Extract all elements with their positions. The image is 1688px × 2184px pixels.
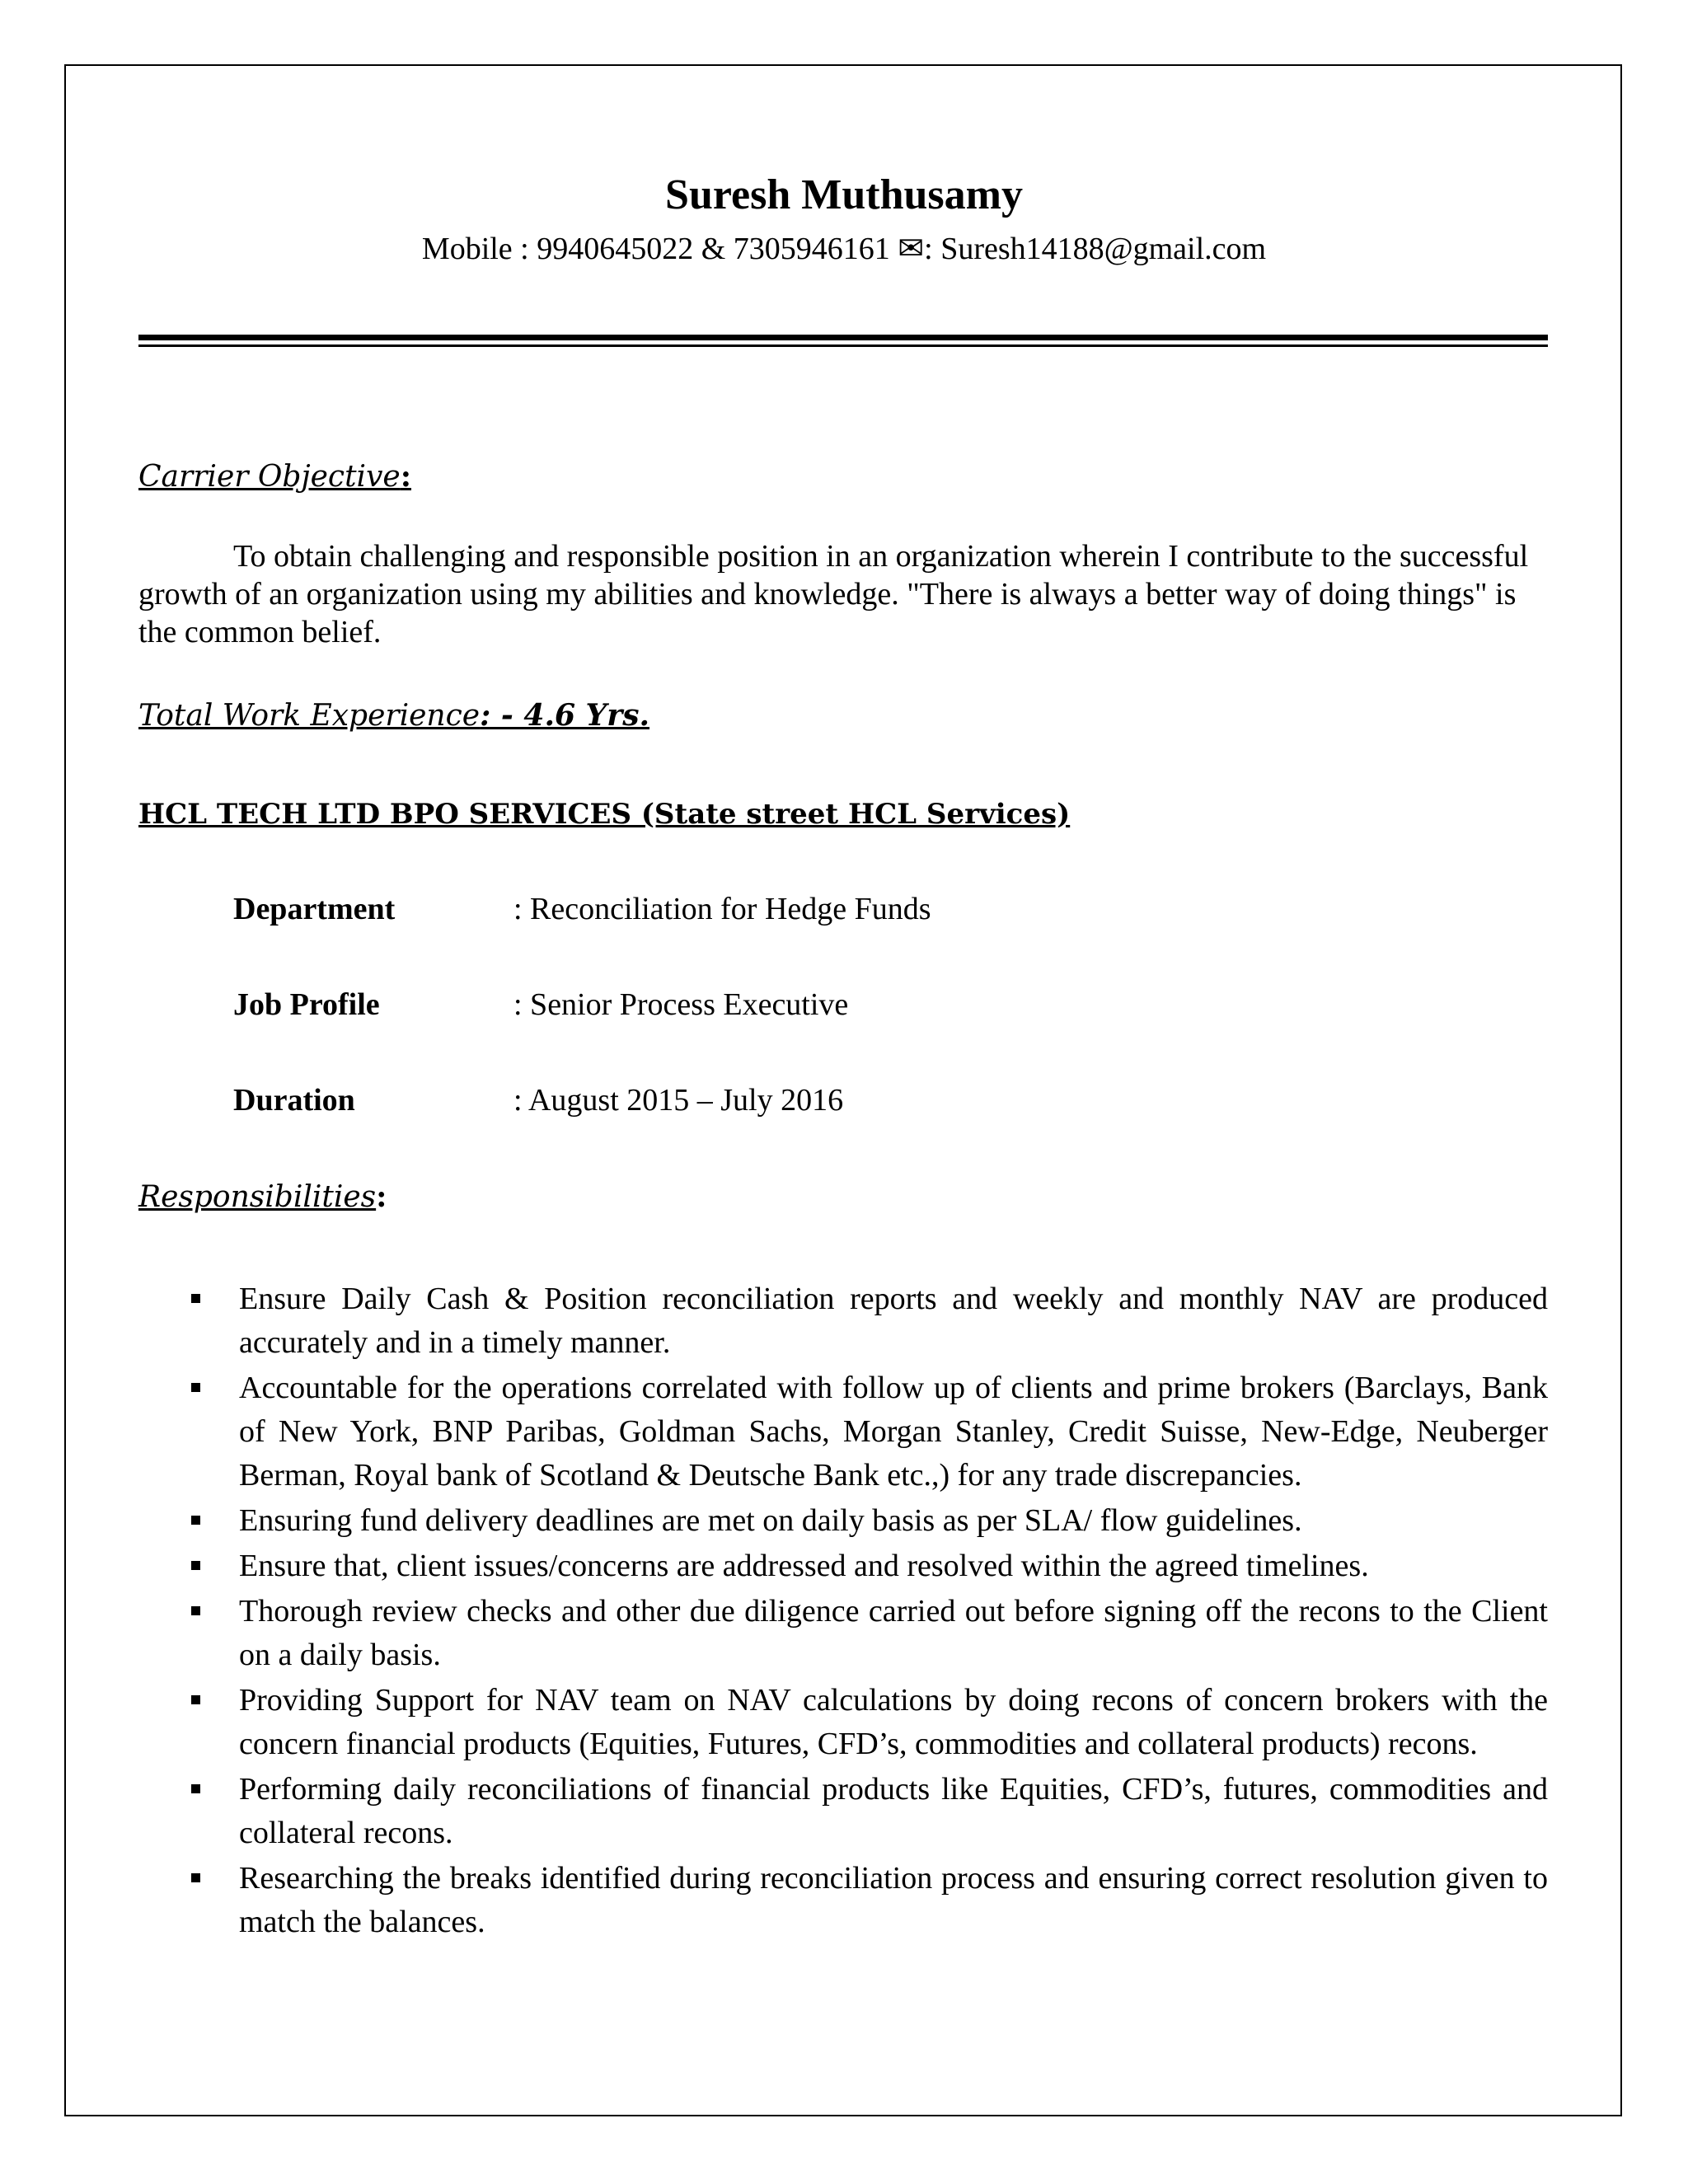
list-item xyxy=(138,1590,1548,1677)
objective-heading-colon: : xyxy=(400,459,412,494)
experience-value: : - 4.6 Yrs. xyxy=(480,698,650,733)
objective-heading-text: Carrier Objective xyxy=(138,460,401,494)
list-item-text: Ensuring fund delivery deadlines are met on daily basis as per SLA/ flow guidelines. xyxy=(239,1503,1302,1538)
square-bullet-icon xyxy=(191,1383,200,1392)
list-item-text: Ensure Daily Cash & Position reconciliation reports and weekly and monthly NAV are produced accurately and in a timely manner. xyxy=(239,1282,1548,1360)
list-item xyxy=(138,1499,1548,1543)
detail-value: : August 2015 – July 2016 xyxy=(513,1083,844,1118)
list-item-text: Ensure that, client issues/concerns are addressed and resolved within the agreed timelines. xyxy=(239,1549,1369,1583)
experience-heading xyxy=(138,696,649,736)
company-name: HCL TECH LTD BPO SERVICES (State street HCL Services) xyxy=(138,798,1071,831)
square-bullet-icon xyxy=(191,1606,200,1615)
list-item xyxy=(138,1857,1548,1944)
detail-value: : Reconciliation for Hedge Funds xyxy=(513,892,931,926)
experience-heading-text: Total Work Experience xyxy=(138,699,481,733)
responsibilities-heading-colon: : xyxy=(376,1179,387,1214)
objective-paragraph xyxy=(138,537,1548,651)
contact-line: Mobile : 9940645022 & 7305946161 ✉: Suresh14188@gmail.com xyxy=(421,232,1267,266)
responsibilities-heading-text: Responsibilities xyxy=(138,1180,377,1214)
responsibilities-list xyxy=(138,1277,1548,1946)
list-item-text: Providing Support for NAV team on NAV calculations by doing recons of concern brokers with the concern financial products (Equities, Futures, CFD’s, commodities and collateral products) recons. xyxy=(239,1683,1548,1761)
square-bullet-icon xyxy=(191,1561,200,1570)
list-item xyxy=(138,1768,1548,1855)
square-bullet-icon xyxy=(191,1695,200,1704)
candidate-name: Suresh Muthusamy xyxy=(665,171,1023,218)
header-divider-thin xyxy=(138,344,1548,347)
list-item-text: Thorough review checks and other due diligence carried out before signing off the recons to the Client on a daily basis. xyxy=(239,1594,1548,1672)
list-item xyxy=(138,1544,1548,1588)
responsibilities-heading xyxy=(138,1177,387,1217)
square-bullet-icon xyxy=(191,1294,200,1303)
detail-label: Duration xyxy=(233,1083,355,1118)
objective-heading xyxy=(138,457,411,497)
list-item-text: Researching the breaks identified during reconciliation process and ensuring correct resolution given to match the balances. xyxy=(239,1861,1548,1939)
list-item xyxy=(138,1366,1548,1497)
list-item xyxy=(138,1277,1548,1365)
square-bullet-icon xyxy=(191,1516,200,1525)
detail-value: : Senior Process Executive xyxy=(513,987,849,1022)
detail-label: Department xyxy=(233,892,396,926)
detail-label: Job Profile xyxy=(233,987,380,1022)
header-divider-thick xyxy=(138,335,1548,340)
square-bullet-icon xyxy=(191,1784,200,1793)
list-item-text: Accountable for the operations correlated with follow up of clients and prime brokers (Barclays, Bank of New York, BNP Paribas, Goldman Sachs, Morgan Stanley, Credit Suisse, New-Edge, Neuberger Berman, Royal bank of Scotland & Deutsche Bank etc.,) for any trade discrepancies. xyxy=(239,1371,1548,1493)
square-bullet-icon xyxy=(191,1873,200,1882)
list-item-text: Performing daily reconciliations of financial products like Equities, CFD’s, futures, commodities and collateral recons. xyxy=(239,1772,1548,1850)
objective-text: To obtain challenging and responsible position in an organization wherein I contribute to the successful growth of an organization using my abilities and knowledge. "There is always a better way of doing things" is the common belief. xyxy=(138,539,1529,649)
list-item xyxy=(138,1679,1548,1766)
